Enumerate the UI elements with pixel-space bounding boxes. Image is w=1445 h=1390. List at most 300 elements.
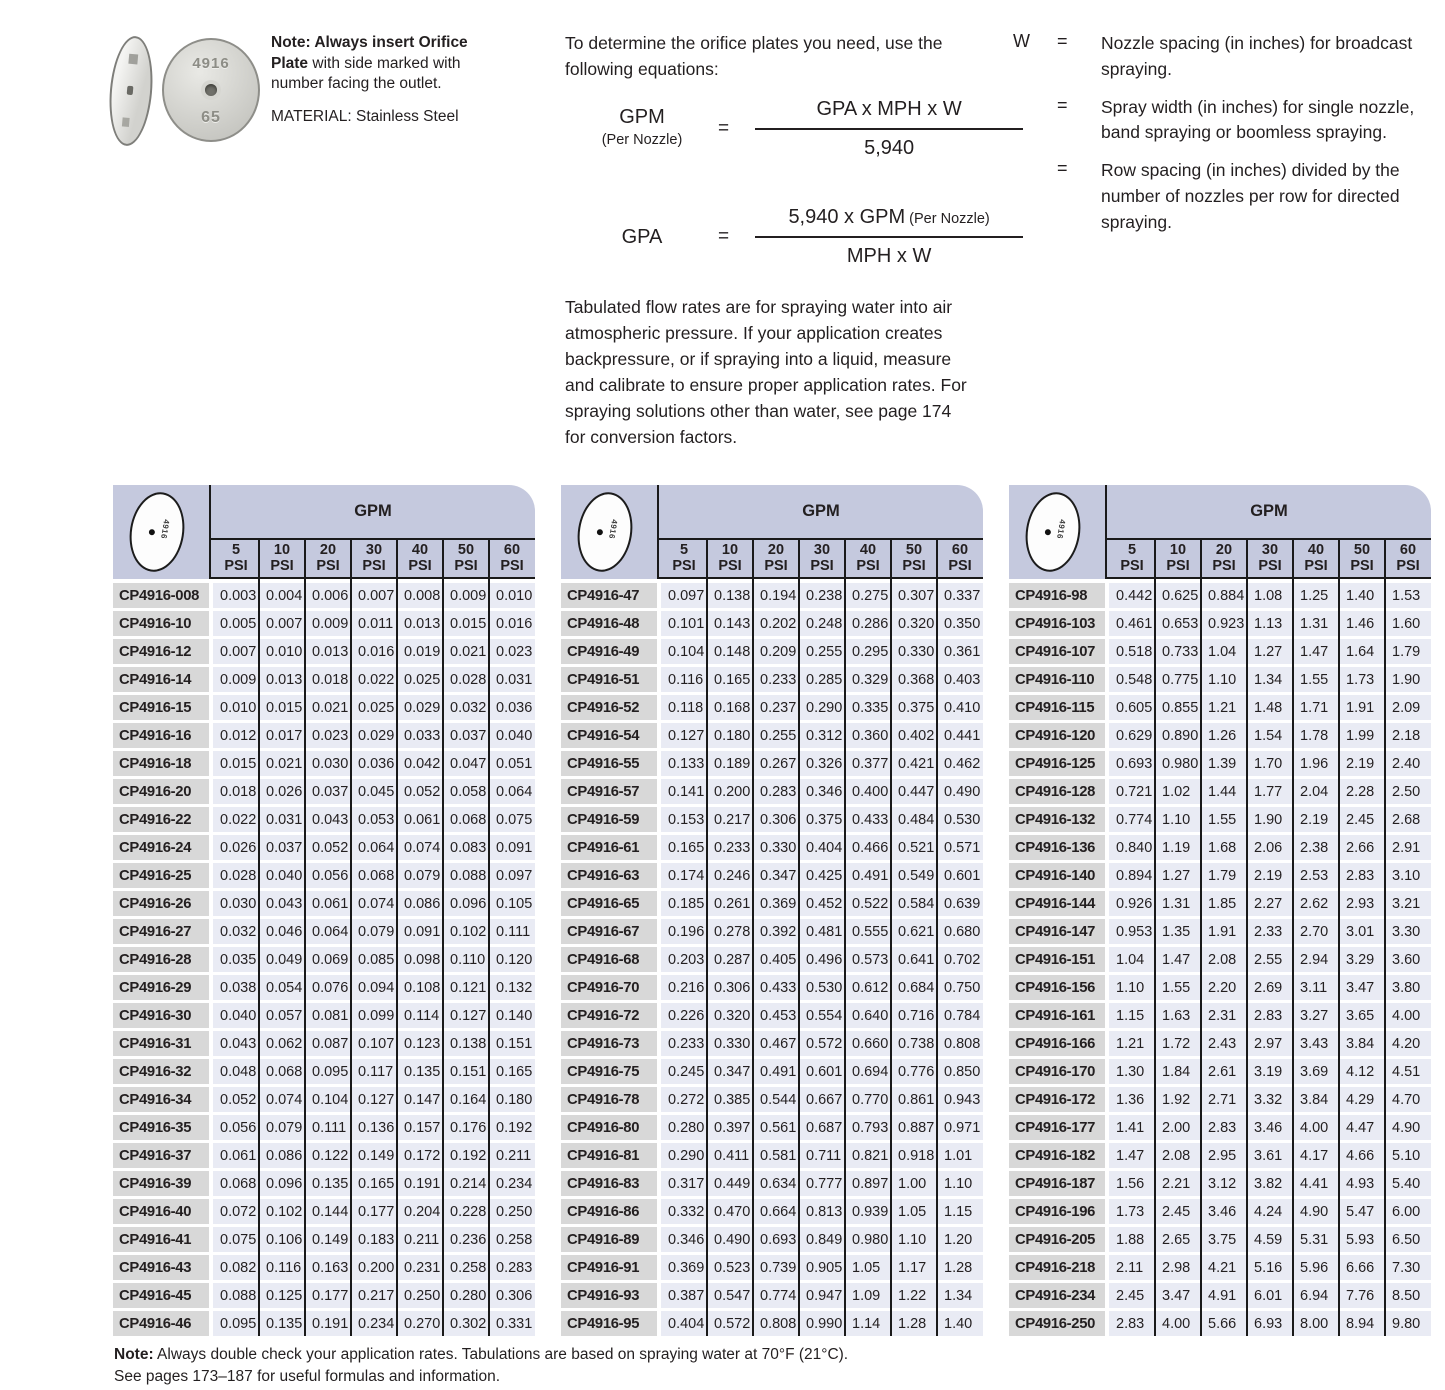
part-number-cell: CP4916-32 xyxy=(113,1059,209,1084)
numerator: GPA x MPH x W xyxy=(816,98,962,120)
numerator-main: 5,940 x GPM xyxy=(788,206,906,228)
flow-rate-cell: 0.009 xyxy=(305,611,351,636)
table-row xyxy=(561,583,983,608)
footer-note-bold: Note: xyxy=(114,1346,154,1363)
flow-rate-cell: 0.784 xyxy=(937,1003,983,1028)
flow-rate-cell: 0.211 xyxy=(397,1227,443,1252)
flow-rate-cell: 0.135 xyxy=(305,1171,351,1196)
flow-rate-cell: 1.21 xyxy=(1201,695,1247,720)
flow-rate-cell: 4.59 xyxy=(1247,1227,1293,1252)
flow-rate-cell: 1.15 xyxy=(1109,1003,1155,1028)
flow-rate-cell: 0.141 xyxy=(661,779,707,804)
flow-rate-cell: 4.47 xyxy=(1339,1115,1385,1140)
table-row xyxy=(561,1143,983,1168)
flow-rate-cell: 0.237 xyxy=(753,695,799,720)
flow-rate-cell: 0.037 xyxy=(305,779,351,804)
flow-rate-cell: 2.28 xyxy=(1339,779,1385,804)
flow-rate-cell: 0.097 xyxy=(489,863,535,888)
flow-rate-cell: 0.433 xyxy=(845,807,891,832)
table-row xyxy=(113,947,535,972)
flow-rate-cell: 6.93 xyxy=(1247,1311,1293,1336)
orifice-hole xyxy=(205,84,217,96)
table-row xyxy=(561,779,983,804)
table-row xyxy=(1009,1031,1431,1056)
flow-rate-cell: 0.849 xyxy=(799,1227,845,1252)
flow-rate-cell: 0.684 xyxy=(891,975,937,1000)
flow-rate-cell: 0.214 xyxy=(443,1171,489,1196)
part-number-cell: CP4916-55 xyxy=(561,751,657,776)
flow-rate-cell: 0.040 xyxy=(259,863,305,888)
flow-rate-cell: 2.27 xyxy=(1247,891,1293,916)
flow-rate-cell: 0.012 xyxy=(213,723,259,748)
flow-rate-cell: 1.90 xyxy=(1385,667,1431,692)
flow-rate-cell: 0.101 xyxy=(661,611,707,636)
flow-rate-cell: 0.056 xyxy=(305,863,351,888)
flow-rate-cell: 0.329 xyxy=(845,667,891,692)
flow-rate-cell: 1.41 xyxy=(1109,1115,1155,1140)
material-note: MATERIAL: Stainless Steel xyxy=(271,108,459,125)
flow-rate-cell: 0.052 xyxy=(397,779,443,804)
flow-rate-cell: 0.036 xyxy=(489,695,535,720)
flow-rate-cell: 0.530 xyxy=(799,975,845,1000)
table-row xyxy=(1009,807,1431,832)
flow-rate-cell: 0.640 xyxy=(845,1003,891,1028)
flow-rate-cell: 8.94 xyxy=(1339,1311,1385,1336)
gpm-equation xyxy=(592,98,1023,160)
table-row xyxy=(561,1087,983,1112)
insert-note xyxy=(271,33,497,95)
flow-rate-cell: 0.302 xyxy=(443,1311,489,1336)
flow-rate-cell: 0.290 xyxy=(661,1143,707,1168)
flow-rate-cell: 0.923 xyxy=(1201,611,1247,636)
flow-rate-cell: 0.209 xyxy=(753,639,799,664)
flow-rate-cell: 5.93 xyxy=(1339,1227,1385,1252)
flow-rate-cell: 0.165 xyxy=(351,1171,397,1196)
flow-rate-cell: 1.20 xyxy=(937,1227,983,1252)
psi-unit: PSI xyxy=(224,558,248,574)
psi-unit: PSI xyxy=(948,558,972,574)
flow-rate-cell: 1.63 xyxy=(1155,1003,1201,1028)
flow-rate-cell: 3.11 xyxy=(1293,975,1339,1000)
flow-rate-cell: 0.894 xyxy=(1109,863,1155,888)
flow-rate-cell: 0.283 xyxy=(489,1255,535,1280)
table-row xyxy=(561,1031,983,1056)
flow-rate-cell: 0.361 xyxy=(937,639,983,664)
flow-rate-cell: 0.009 xyxy=(443,583,489,608)
disc-hole xyxy=(1044,529,1051,536)
flow-rate-cell: 0.267 xyxy=(753,751,799,776)
flow-rate-cell: 0.330 xyxy=(753,835,799,860)
flow-rate-cell: 3.80 xyxy=(1385,975,1431,1000)
flow-rate-cell: 0.233 xyxy=(661,1031,707,1056)
flow-rate-cell: 0.217 xyxy=(351,1283,397,1308)
flow-rate-cell: 0.180 xyxy=(707,723,753,748)
part-number-cell: CP4916-161 xyxy=(1009,1003,1105,1028)
flow-rate-cell: 0.151 xyxy=(489,1031,535,1056)
flow-rate-cell: 0.775 xyxy=(1155,667,1201,692)
flow-rate-cell: 0.200 xyxy=(351,1255,397,1280)
flow-rate-cell: 0.075 xyxy=(213,1227,259,1252)
flow-rate-cell: 0.015 xyxy=(259,695,305,720)
flow-rate-cell: 0.581 xyxy=(753,1143,799,1168)
flow-rate-cell: 0.204 xyxy=(397,1199,443,1224)
flow-rate-cell: 0.491 xyxy=(753,1059,799,1084)
psi-column-header xyxy=(1385,540,1431,576)
flow-rate-cell: 0.051 xyxy=(489,751,535,776)
flow-rate-cell: 0.098 xyxy=(397,947,443,972)
part-number-cell: CP4916-205 xyxy=(1009,1227,1105,1252)
flow-rate-cell: 1.10 xyxy=(1155,807,1201,832)
flow-rate-cell: 0.326 xyxy=(799,751,845,776)
flow-rate-cell: 0.452 xyxy=(799,891,845,916)
flow-rate-cell: 3.60 xyxy=(1385,947,1431,972)
psi-value: 40 xyxy=(411,542,429,558)
part-number-cell: CP4916-34 xyxy=(113,1087,209,1112)
w-symbol: W xyxy=(1013,31,1030,51)
part-number-cell: CP4916-27 xyxy=(113,919,209,944)
psi-unit: PSI xyxy=(454,558,478,574)
flow-rate-cell: 2.83 xyxy=(1247,1003,1293,1028)
flow-rate-cell: 0.174 xyxy=(661,863,707,888)
flow-rate-cell: 1.84 xyxy=(1155,1059,1201,1084)
psi-column-header xyxy=(305,540,351,576)
flow-rate-cell: 3.43 xyxy=(1293,1031,1339,1056)
flow-rate-cell: 2.43 xyxy=(1201,1031,1247,1056)
w-definition-text: Nozzle spacing (in inches) for broadcast spraying. xyxy=(1101,33,1413,79)
flow-rate-cell: 0.572 xyxy=(799,1031,845,1056)
flow-rate-cell: 0.149 xyxy=(305,1227,351,1252)
flow-rate-cell: 0.612 xyxy=(845,975,891,1000)
table-row xyxy=(561,1059,983,1084)
psi-unit: PSI xyxy=(1258,558,1282,574)
flow-rate-cell: 0.634 xyxy=(753,1171,799,1196)
flow-rate-cell: 0.905 xyxy=(799,1255,845,1280)
table-row xyxy=(561,751,983,776)
flow-rate-cell: 0.312 xyxy=(799,723,845,748)
flow-rate-cell: 0.523 xyxy=(707,1255,753,1280)
tabulated-flow-note: Tabulated flow rates are for spraying water into air atmospheric pressure. If your application creates backpressure, or if spraying into a liquid, measure and calibrate to ensure proper application rates. For spraying solutions other than water, see page 174 for conversion factors. xyxy=(565,297,967,447)
flow-rate-cell: 0.233 xyxy=(707,835,753,860)
flow-rate-cell: 3.84 xyxy=(1339,1031,1385,1056)
flow-rate-cell: 0.096 xyxy=(259,1171,305,1196)
flow-rate-cell: 0.347 xyxy=(753,863,799,888)
flow-rate-cell: 0.897 xyxy=(845,1171,891,1196)
part-number-cell: CP4916-218 xyxy=(1009,1255,1105,1280)
flow-rate-cell: 2.71 xyxy=(1201,1087,1247,1112)
flow-rate-cell: 0.003 xyxy=(213,583,259,608)
psi-column-header xyxy=(213,540,259,576)
part-number-cell: CP4916-81 xyxy=(561,1143,657,1168)
w-symbol-spacer xyxy=(1013,95,1057,147)
flow-rate-cell: 0.140 xyxy=(489,1003,535,1028)
disc-outline xyxy=(572,488,638,575)
part-number-cell: CP4916-28 xyxy=(113,947,209,972)
flow-rate-cell: 4.91 xyxy=(1201,1283,1247,1308)
flow-rate-cell: 0.048 xyxy=(213,1059,259,1084)
flow-rate-cell: 0.275 xyxy=(845,583,891,608)
flow-rate-cell: 0.555 xyxy=(845,919,891,944)
flow-rate-cell: 0.036 xyxy=(351,751,397,776)
flow-rate-cell: 0.280 xyxy=(661,1115,707,1140)
flow-rate-cell: 0.808 xyxy=(753,1311,799,1336)
flow-rate-cell: 1.00 xyxy=(891,1171,937,1196)
header-divider-line xyxy=(657,485,659,579)
part-number-cell: CP4916-93 xyxy=(561,1283,657,1308)
flow-rate-cell: 0.185 xyxy=(661,891,707,916)
flow-rate-cell: 3.32 xyxy=(1247,1087,1293,1112)
flow-rate-cell: 1.46 xyxy=(1339,611,1385,636)
disc-outline xyxy=(1020,488,1086,575)
flow-rate-cell: 0.138 xyxy=(443,1031,489,1056)
flow-rate-cell: 1.21 xyxy=(1109,1031,1155,1056)
flow-rate-cell: 0.392 xyxy=(753,919,799,944)
flow-rate-cell: 0.045 xyxy=(351,779,397,804)
table-row xyxy=(113,667,535,692)
header-bottom-line xyxy=(657,577,983,579)
gpa-label: GPA xyxy=(621,225,663,248)
flow-rate-cell: 0.217 xyxy=(707,807,753,832)
denominator: 5,940 xyxy=(755,128,1023,160)
flow-rate-cell: 0.016 xyxy=(489,611,535,636)
part-number-cell: CP4916-008 xyxy=(113,583,209,608)
flow-rate-cell: 0.032 xyxy=(443,695,489,720)
flow-rate-cell: 0.104 xyxy=(661,639,707,664)
psi-column-header xyxy=(489,540,535,576)
flow-rate-cell: 0.099 xyxy=(351,1003,397,1028)
flow-rate-cell: 0.490 xyxy=(937,779,983,804)
flow-rate-cell: 0.088 xyxy=(443,863,489,888)
flow-rate-cell: 0.058 xyxy=(443,779,489,804)
flow-rate-cell: 1.05 xyxy=(891,1199,937,1224)
flow-rate-cell: 2.45 xyxy=(1339,807,1385,832)
flow-rate-cell: 2.06 xyxy=(1247,835,1293,860)
flow-rate-cell: 0.189 xyxy=(707,751,753,776)
psi-value: 30 xyxy=(813,542,831,558)
part-number-cell: CP4916-12 xyxy=(113,639,209,664)
table-header xyxy=(561,485,983,579)
flow-rate-cell: 1.22 xyxy=(891,1283,937,1308)
flow-rate-cell: 0.153 xyxy=(661,807,707,832)
flow-rate-cell: 0.031 xyxy=(489,667,535,692)
flow-rate-cell: 0.026 xyxy=(259,779,305,804)
flow-rate-cell: 0.068 xyxy=(443,807,489,832)
w-definition-item xyxy=(1013,31,1417,83)
table-row xyxy=(561,891,983,916)
header-divider-line xyxy=(209,485,211,579)
part-number-cell: CP4916-177 xyxy=(1009,1115,1105,1140)
flow-rate-cell: 0.116 xyxy=(259,1255,305,1280)
flow-rate-cell: 2.20 xyxy=(1201,975,1247,1000)
w-symbol-spacer xyxy=(1013,158,1057,235)
flow-rate-cell: 0.441 xyxy=(937,723,983,748)
psi-unit: PSI xyxy=(408,558,432,574)
table-row xyxy=(1009,1115,1431,1140)
flow-rate-cell: 0.004 xyxy=(259,583,305,608)
flow-rate-cell: 2.04 xyxy=(1293,779,1339,804)
flow-rate-cell: 3.12 xyxy=(1201,1171,1247,1196)
part-number-cell: CP4916-48 xyxy=(561,611,657,636)
flow-rate-cell: 0.029 xyxy=(351,723,397,748)
flow-rate-cell: 5.31 xyxy=(1293,1227,1339,1252)
part-number-cell: CP4916-14 xyxy=(113,667,209,692)
flow-rate-cell: 0.029 xyxy=(397,695,443,720)
w-definition-text: Spray width (in inches) for single nozzle, band spraying or boomless spraying. xyxy=(1101,96,1415,143)
table-row xyxy=(1009,919,1431,944)
flow-rate-cell: 0.400 xyxy=(845,779,891,804)
table-body xyxy=(1009,583,1431,1336)
flow-rate-cell: 1.90 xyxy=(1247,807,1293,832)
table-row xyxy=(561,947,983,972)
denominator: MPH x W xyxy=(755,236,1023,268)
flow-table-2 xyxy=(561,485,983,1336)
flow-rate-cell: 0.081 xyxy=(305,1003,351,1028)
part-number-cell: CP4916-18 xyxy=(113,751,209,776)
flow-rate-cell: 2.33 xyxy=(1247,919,1293,944)
table-row xyxy=(113,919,535,944)
part-number-cell: CP4916-156 xyxy=(1009,975,1105,1000)
part-number-cell: CP4916-39 xyxy=(113,1171,209,1196)
psi-column-header xyxy=(1339,540,1385,576)
part-number-cell: CP4916-57 xyxy=(561,779,657,804)
flow-rate-cell: 2.45 xyxy=(1109,1283,1155,1308)
flow-rate-cell: 2.68 xyxy=(1385,807,1431,832)
part-number-cell: CP4916-115 xyxy=(1009,695,1105,720)
table-row xyxy=(113,1255,535,1280)
plate-number-label: 4916 xyxy=(192,55,230,72)
table-header xyxy=(1009,485,1431,579)
flow-rate-cell: 0.102 xyxy=(443,919,489,944)
flow-rate-cell: 0.332 xyxy=(661,1199,707,1224)
flow-rate-cell: 4.17 xyxy=(1293,1143,1339,1168)
equations-intro: To determine the orifice plates you need, use the following equations: xyxy=(565,33,943,79)
flow-rate-cell: 0.056 xyxy=(213,1115,259,1140)
table-row xyxy=(1009,1143,1431,1168)
disc-number: 4916 xyxy=(159,518,172,540)
table-row xyxy=(1009,863,1431,888)
flow-rate-cell: 2.31 xyxy=(1201,1003,1247,1028)
flow-rate-cell: 0.278 xyxy=(707,919,753,944)
flow-rate-cell: 0.211 xyxy=(489,1143,535,1168)
flow-rate-cell: 0.943 xyxy=(937,1087,983,1112)
psi-value: 30 xyxy=(1261,542,1279,558)
flow-rate-cell: 0.425 xyxy=(799,863,845,888)
flow-rate-cell: 0.021 xyxy=(305,695,351,720)
flow-rate-cell: 0.403 xyxy=(937,667,983,692)
w-definition-item xyxy=(1013,95,1417,147)
flow-rate-cell: 0.122 xyxy=(305,1143,351,1168)
flow-rate-cell: 0.375 xyxy=(799,807,845,832)
flow-rate-cell: 1.64 xyxy=(1339,639,1385,664)
flow-rate-cell: 0.793 xyxy=(845,1115,891,1140)
flow-rate-cell: 0.850 xyxy=(937,1059,983,1084)
flow-rate-cell: 0.026 xyxy=(213,835,259,860)
flow-rate-cell: 1.28 xyxy=(891,1311,937,1336)
flow-rate-cell: 0.025 xyxy=(397,667,443,692)
fraction xyxy=(755,206,1023,268)
part-number-cell: CP4916-78 xyxy=(561,1087,657,1112)
psi-column-header xyxy=(1155,540,1201,576)
flow-rate-cell: 0.295 xyxy=(845,639,891,664)
part-number-cell: CP4916-61 xyxy=(561,835,657,860)
flow-rate-cell: 0.320 xyxy=(891,611,937,636)
flow-rate-cell: 4.90 xyxy=(1293,1199,1339,1224)
flow-rate-cell: 0.629 xyxy=(1109,723,1155,748)
flow-rate-cell: 1.04 xyxy=(1201,639,1247,664)
flow-rate-cell: 3.69 xyxy=(1293,1059,1339,1084)
flow-rate-cell: 3.65 xyxy=(1339,1003,1385,1028)
flow-rate-cell: 1.36 xyxy=(1109,1087,1155,1112)
w-definition-text: Row spacing (in inches) divided by the number of nozzles per row for directed spraying. xyxy=(1101,160,1400,232)
flow-rate-cell: 4.00 xyxy=(1293,1115,1339,1140)
flow-rate-cell: 1.78 xyxy=(1293,723,1339,748)
flow-rate-cell: 2.93 xyxy=(1339,891,1385,916)
table-row xyxy=(561,695,983,720)
table-row xyxy=(561,611,983,636)
flow-rate-cell: 2.11 xyxy=(1109,1255,1155,1280)
flow-rate-cell: 0.884 xyxy=(1201,583,1247,608)
part-number-cell: CP4916-24 xyxy=(113,835,209,860)
flow-rate-cell: 0.404 xyxy=(799,835,845,860)
flow-rate-cell: 1.79 xyxy=(1385,639,1431,664)
flow-rate-cell: 0.149 xyxy=(351,1143,397,1168)
flow-rate-cell: 5.47 xyxy=(1339,1199,1385,1224)
flow-rate-cell: 0.018 xyxy=(213,779,259,804)
flow-rate-cell: 1.48 xyxy=(1247,695,1293,720)
flow-rate-cell: 0.022 xyxy=(351,667,397,692)
flow-rate-cell: 0.054 xyxy=(259,975,305,1000)
gpa-equation xyxy=(592,206,1023,268)
psi-column-header xyxy=(661,540,707,576)
orifice-plates-photo xyxy=(102,26,260,158)
part-number-cell: CP4916-120 xyxy=(1009,723,1105,748)
flow-rate-cell: 1.10 xyxy=(1109,975,1155,1000)
flow-rate-cell: 0.183 xyxy=(351,1227,397,1252)
flow-rate-cell: 2.95 xyxy=(1201,1143,1247,1168)
table-body xyxy=(561,583,983,1336)
insert-note-rest: with side marked with number facing the outlet. xyxy=(271,54,461,92)
flow-rate-cell: 0.521 xyxy=(891,835,937,860)
psi-unit: PSI xyxy=(316,558,340,574)
part-number-cell: CP4916-47 xyxy=(561,583,657,608)
psi-unit: PSI xyxy=(1212,558,1236,574)
flow-rate-cell: 0.043 xyxy=(305,807,351,832)
flow-rate-cell: 0.561 xyxy=(753,1115,799,1140)
flow-rate-cell: 0.518 xyxy=(1109,639,1155,664)
flow-rate-cell: 0.971 xyxy=(937,1115,983,1140)
flow-rate-cell: 1.55 xyxy=(1155,975,1201,1000)
flow-rate-cell: 0.068 xyxy=(351,863,397,888)
numerator xyxy=(755,206,1023,236)
flow-rate-cell: 0.108 xyxy=(397,975,443,1000)
flow-rate-cell: 0.005 xyxy=(213,611,259,636)
flow-rate-cell: 0.023 xyxy=(489,639,535,664)
flow-rate-cell: 0.601 xyxy=(799,1059,845,1084)
part-number-cell: CP4916-86 xyxy=(561,1199,657,1224)
part-number-cell: CP4916-166 xyxy=(1009,1031,1105,1056)
flow-rate-cell: 0.200 xyxy=(707,779,753,804)
table-row xyxy=(561,835,983,860)
flow-rate-cell: 0.120 xyxy=(489,947,535,972)
gpm-underline xyxy=(209,538,535,540)
flow-rate-cell: 0.030 xyxy=(213,891,259,916)
psi-value: 5 xyxy=(1127,542,1137,558)
orifice-disc-icon xyxy=(113,485,209,579)
insert-note-bold: Note: Always insert Orifice Plate xyxy=(271,34,468,72)
flow-rate-cell: 0.013 xyxy=(397,611,443,636)
psi-column-header xyxy=(1293,540,1339,576)
flow-rate-cell: 3.21 xyxy=(1385,891,1431,916)
flow-rate-cell: 0.061 xyxy=(305,891,351,916)
